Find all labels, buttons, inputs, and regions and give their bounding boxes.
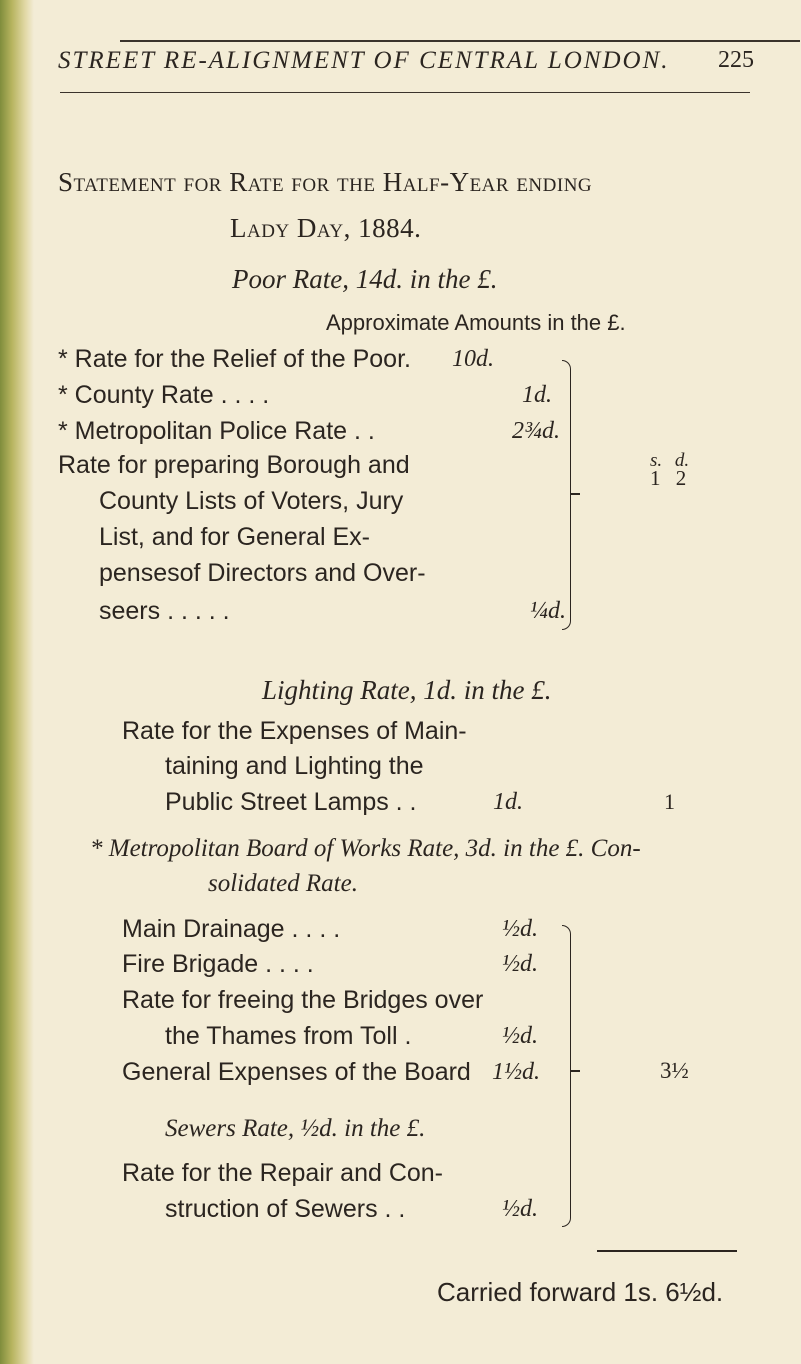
mbw-item-2: Fire Brigade . . . . [122,950,314,978]
lighting-line-1: Rate for the Expenses of Main- [122,717,467,745]
poor-item-2: * County Rate . . . . [58,381,270,409]
mbw-amount-2: ½d. [502,951,538,977]
mbw-item-5: General Expenses of the Board [122,1058,471,1086]
poor-item-4: Rate for preparing Borough and [58,451,410,479]
mbw-heading-line1: * Metropolitan Board of Works Rate, 3d. in the £. Con- [90,835,641,862]
mbw-brace-point [570,1070,580,1072]
poor-item-3: * Metropolitan Police Rate . . [58,417,375,445]
poor-item-1: * Rate for the Relief of the Poor. [58,345,411,373]
page-number: 225 [718,47,754,73]
poor-total-units: s. d. [650,450,690,471]
header-underline [60,92,750,93]
sewers-rate-heading: Sewers Rate, ½d. in the £. [165,1115,426,1142]
poor-item-6: List, and for General Ex- [99,523,370,551]
poor-total: 1 2 [650,466,687,490]
page-edge-shadow [0,0,34,1364]
lighting-line-3: Public Street Lamps . . [165,788,417,816]
carried-forward: Carried forward 1s. 6½d. [437,1277,724,1307]
mbw-amount-1: ½d. [502,916,538,942]
mbw-heading-line2: solidated Rate. [208,870,358,897]
mbw-total: 3½ [660,1058,689,1083]
poor-amount-2: 1d. [522,382,552,408]
poor-amount-1: 10d. [452,346,494,372]
sewers-line-2: struction of Sewers . . [165,1195,406,1223]
lighting-line-2: taining and Lighting the [165,752,424,780]
poor-rate-brace [562,360,571,630]
mbw-item-3: Rate for freeing the Bridges over [122,986,484,1014]
mbw-amount-4: ½d. [502,1023,538,1049]
poor-rate-brace-point [570,493,580,495]
approx-amounts-label: Approximate Amounts in the £. [326,310,626,335]
poor-item-8: seers . . . . . [99,597,230,625]
mbw-item-1: Main Drainage . . . . [122,915,341,943]
poor-amount-8: ¼d. [530,598,566,624]
lighting-amount: 1d. [493,789,523,815]
lighting-rate-heading: Lighting Rate, 1d. in the £. [262,675,552,705]
sewers-line-1: Rate for the Repair and Con- [122,1159,444,1187]
header-rule [120,40,800,42]
mbw-amount-5: 1½d. [492,1059,540,1085]
statement-title-line1: Statement for Rate for the Half-Year ending [58,167,593,197]
total-rule [597,1250,737,1252]
lighting-total: 1 [664,789,675,814]
poor-item-5: County Lists of Voters, Jury [99,487,404,515]
poor-rate-heading: Poor Rate, 14d. in the £. [232,264,498,294]
poor-item-7: pensesof Directors and Over- [99,559,426,587]
mbw-item-4: the Thames from Toll . [165,1022,412,1050]
running-title: STREET RE-ALIGNMENT OF CENTRAL LONDON. [58,47,670,74]
statement-title-line2: Lady Day, 1884. [230,213,422,243]
sewers-amount: ½d. [502,1196,538,1222]
mbw-brace [562,925,571,1227]
poor-amount-3: 2¾d. [512,418,560,444]
